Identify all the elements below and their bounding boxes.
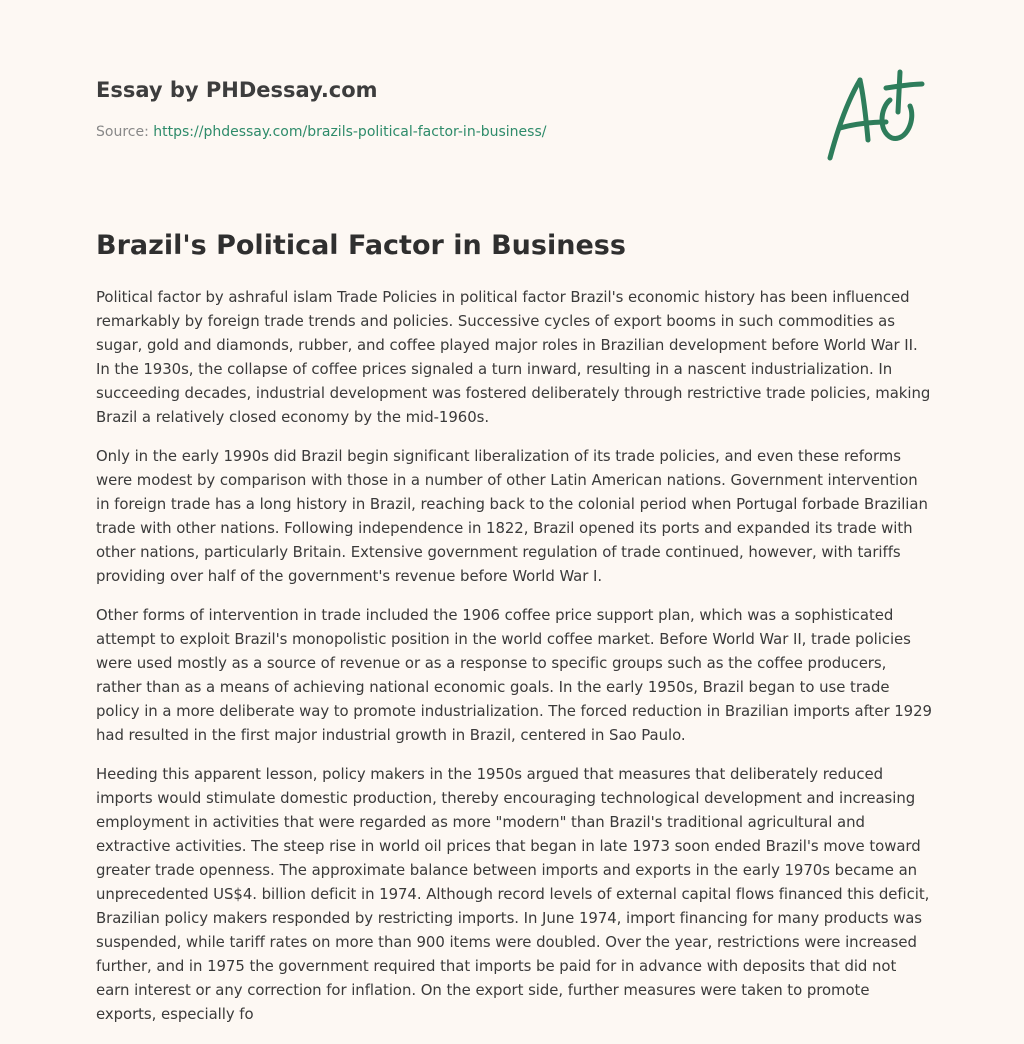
page-header	[96, 72, 796, 142]
essay-paragraph: Only in the early 1990s did Brazil begin significant liberalization of its trade policies, and even these reforms were modest by comparison with those in a number of other Latin American nations. Government intervention in foreign trade has a long history in Brazil, reaching back to the colonial period when Portugal forbade Brazilian trade with other nations. Following independence in 1822, Brazil opened its ports and expanded its trade with other nations, particularly Britain. Extensive government regulation of trade continued, however, with tariffs providing over half of the government's revenue before World War I.	[96, 447, 928, 585]
essay-paragraph: Heeding this apparent lesson, policy makers in the 1950s argued that measures that deliberately reduced imports would stimulate domestic production, thereby encouraging technological development and increasing employment in activities that were regarded as more "modern" than Brazil's traditional agricultural and extractive activities. The steep rise in world oil prices that began in late 1973 soon ended Brazil's move toward greater trade openness. The approximate balance between imports and exports in the early 1970s became an unprecedented US$4. billion deficit in 1974. Although record levels of external capital flows financed this deficit, Brazilian policy makers responded by restricting imports. In June 1974, import financing for many products was suspended, while tariff rates on more than 900 items were doubled. Over the year, restrictions were increased further, and in 1975 the government required that imports be paid for in advance with deposits that did not earn interest or any correction for inflation. On the export side, further measures were taken to promote exports, especially fo	[96, 765, 930, 1023]
essay-title: Brazil's Political Factor in Business	[96, 230, 626, 261]
source-link[interactable]: https://phdessay.com/brazils-political-factor-in-business/	[153, 124, 547, 140]
source-line	[96, 122, 796, 142]
a-plus-logo-icon	[820, 68, 930, 164]
essay-paragraph: Other forms of intervention in trade included the 1906 coffee price support plan, which was a sophisticated attempt to exploit Brazil's monopolistic position in the world coffee market. Before World War II, trade policies were used mostly as a source of revenue or as a response to specific groups such as the coffee producers, rather than as a means of achieving national economic goals. In the early 1950s, Brazil began to use trade policy in a more deliberate way to promote industrialization. The forced reduction in Brazilian imports after 1929 had resulted in the first major industrial growth in Brazil, centered in Sao Paulo.	[96, 606, 932, 744]
essay-body	[96, 285, 932, 1041]
source-label: Source:	[96, 124, 154, 140]
essay-paragraph: Political factor by ashraful islam Trade Policies in political factor Brazil's economic history has been influenced remarkably by foreign trade trends and policies. Successive cycles of export booms in such commodities as sugar, gold and diamonds, rubber, and coffee played major roles in Brazilian development before World War II. In the 1930s, the collapse of coffee prices signaled a turn inward, resulting in a nascent industrialization. In succeeding decades, industrial development was fostered deliberately through restrictive trade policies, making Brazil a relatively closed economy by the mid-1960s.	[96, 288, 931, 426]
site-title: Essay by PHDessay.com	[96, 78, 378, 102]
